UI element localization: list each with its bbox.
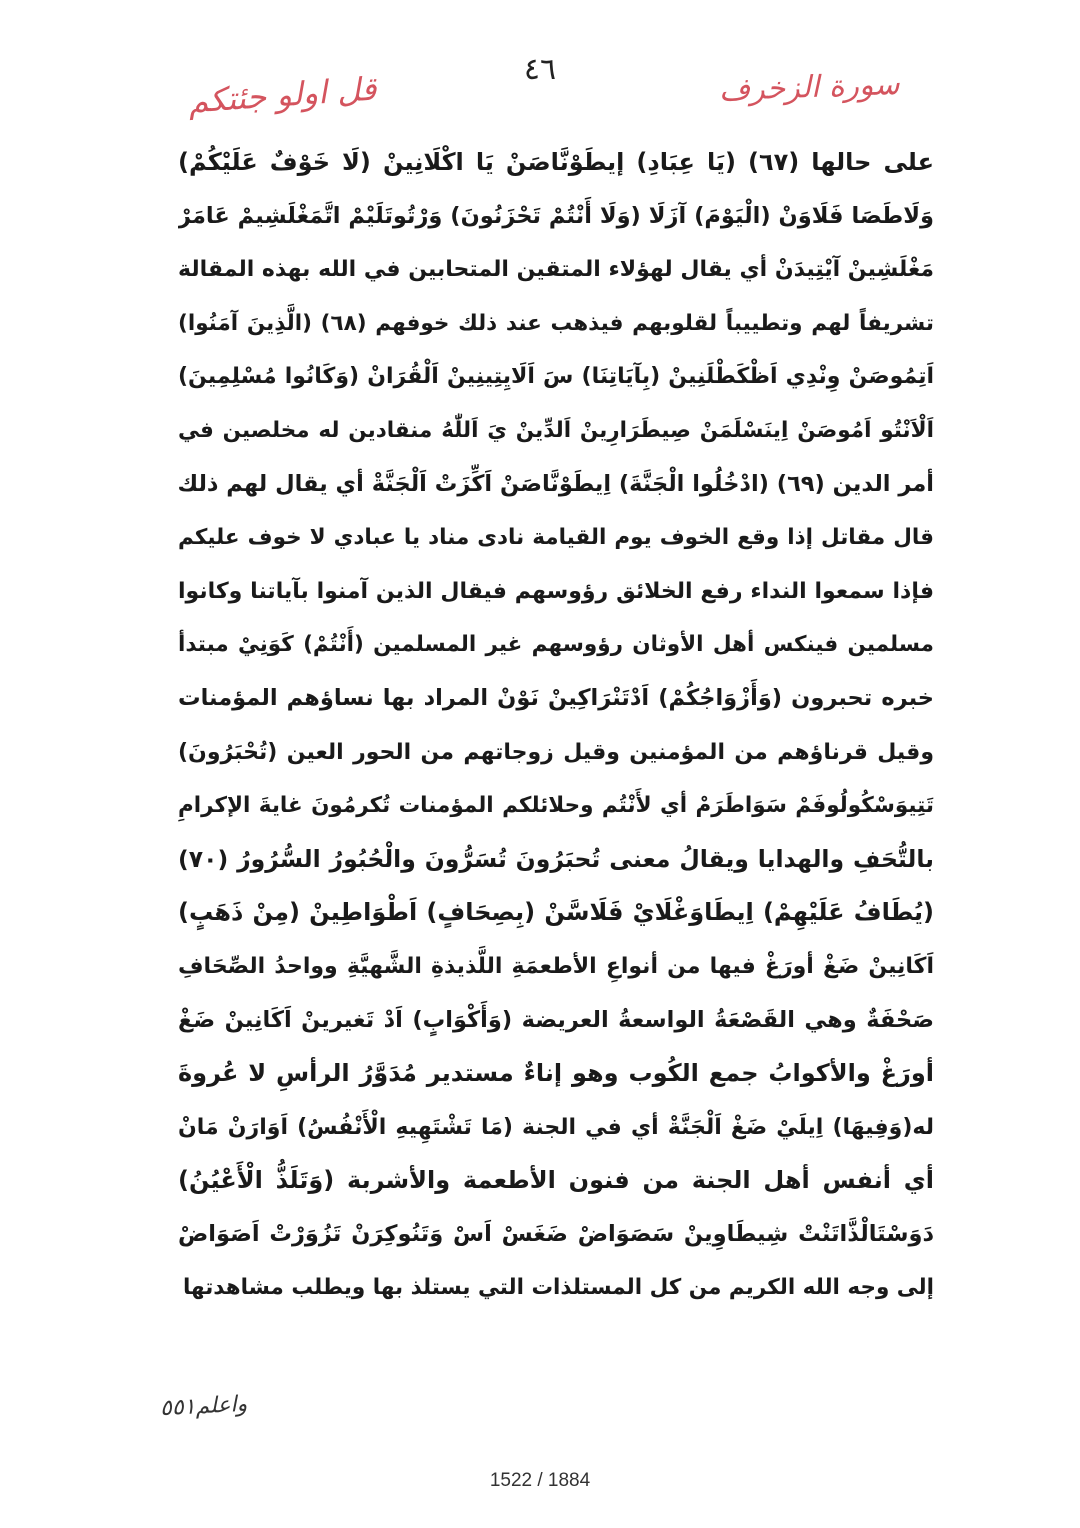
text-line: قال مقاتل إذا وقع الخوف يوم القيامة نادى مناد يا عبادي لا خوف عليكم bbox=[178, 525, 934, 551]
text-line: اَكَانِينْ ضَغْ أورَغْ فيها من أنواعِ الأطعمَةِ اللَّذيذةِ الشَّهيَّةِ وواحدُ الصِّحَافِ bbox=[178, 953, 934, 979]
text-line: اَتِمُوصَنْ وِنْدِي اَظْكَطْلَنِينْ (بِآيَاتِنَا) سَ اَلَايِتِينِينْ اَلْقُرَانْ (وَكَانُوا مُسْلِمِينَ) bbox=[178, 364, 934, 390]
text-line: له(وَفِيهَا) اِيلَيْ ضَغْ اَلْجَنَّةْ أي في الجنة (مَا تَشْتَهِيهِ الْأَنْفُسُ) اَوَارَنْ مَانْ bbox=[178, 1114, 934, 1140]
text-line: أي أنفس أهل الجنة من فنون الأطعمة والأشربة (وَتَلَذُّ الْأَعْيُنُ) bbox=[178, 1166, 934, 1195]
text-line: فإذا سمعوا النداء رفع الخلائق رؤوسهم فيقال الذين آمنوا بآياتنا وكانوا bbox=[178, 578, 934, 604]
bottom-annotation: واعلم٥٥١ bbox=[159, 1391, 248, 1422]
body-text bbox=[178, 136, 934, 1315]
page-number: ٤٦ bbox=[523, 52, 557, 87]
text-line: أمر الدين (٦٩) (ادْخُلُوا الْجَنَّةَ) اِيطَوْنَّاصَنْ اَكِّزَتْ اَلْجَنَّةْ أي يقال لهم ذلك bbox=[178, 470, 934, 497]
text-line: خبره تحبرون (وَأَزْوَاجُكُمْ) اَدْتَنْرَاكِينْ نَوْنْ المراد بها نساؤهم المؤمنات bbox=[178, 684, 934, 711]
text-line: على حالها (٦٧) (يَا عِبَادِ) إيطَوْنَّاصَنْ يَا اكْلَانِينْ (لَا خَوْفٌ عَلَيْكُمْ) bbox=[178, 148, 934, 176]
text-line: اَلْاَنْتُو اَمُوصَنْ اِينَسْلَمَنْ صِيطَرَارِينْ اَلدِّينْ يَ اَللّٰهُ منقادين له مخلصين في bbox=[178, 417, 934, 443]
text-line: تشريفاً لهم وتطييباً لقلوبهم فيذهب عند ذلك خوفهم (٦٨) (الَّذِينَ آمَنُوا) bbox=[178, 310, 934, 336]
text-line: تَتِيوَسْكُولُوفَمْ سَوَاطَرَمْ أي لأَنْتُم وحلائلكم المؤمنات تُكرمُونَ غايةَ الإكرامِ bbox=[178, 793, 934, 819]
text-line: مسلمين فينكس أهل الأوثان رؤوسهم غير المسلمين (أَنْتُمْ) كَوَنِيْ مبتدأ bbox=[178, 632, 934, 658]
text-line: (يُطَافُ عَلَيْهِمْ) اِيطَاوَغْلَايْ فَلَاسَّنْ (بِصِحَافٍ) اَطْوَاطِينْ (مِنْ ذَهَبٍ) bbox=[178, 898, 934, 927]
text-line: دَوَسْتَالْذَّاتَنْتْ شِيطَاوِينْ سَصَوَاضْ ضَغَسْ اَسْ وَتَنُوكِرَنْ تَزُوَرْتْ اَصَوَاضْ bbox=[178, 1220, 934, 1247]
verse-annotation: قل اولو جئتكم bbox=[186, 69, 378, 121]
text-line: إلى وجه الله الكريم من كل المستلذات التي يستلذ بها ويطلب مشاهدتها bbox=[182, 1275, 934, 1301]
page-indicator: 1522 / 1884 bbox=[489, 1470, 591, 1491]
surah-name-annotation: سورة الزخرف bbox=[718, 66, 901, 109]
text-line: مَغْلَشِينْ آيْتِيدَنْ أي يقال لهؤلاء المتقين المتحابين في الله بهذه المقالة bbox=[178, 257, 934, 283]
text-line: وَلَاطَصَا فَلَاوَنْ (الْيَوْمَ) آزَلَا (وَلَا أَنْتُمْ تَحْزَنُونَ) وَرْتُوتَلَيْمْ اتَّمَغْلَشِيمْ عَامَرْ bbox=[178, 202, 934, 229]
text-line: وقيل قرناؤهم من المؤمنين وقيل زوجاتهم من الحور العين (تُحْبَرُونَ) bbox=[178, 739, 934, 765]
text-line: صَحْفَةٌ وهي القَصْعَةُ الواسعةُ العريضة (وَأَكْوَابٍ) اَدْ تَغيرينْ اَكَانِينْ ضَغْ bbox=[178, 1006, 934, 1033]
text-line: بالتُّحَفِ والهدايا ويقالُ معنى تُحبَرُونَ تُسَرُّونَ والْحُبُورُ السُّرُورُ (٧٠) bbox=[178, 844, 934, 873]
text-line: أورَغْ والأكوابُ جمع الكُوب وهو إناءٌ مستدير مُدَوَّرُ الرأسِ لا عُروةَ bbox=[178, 1059, 934, 1088]
